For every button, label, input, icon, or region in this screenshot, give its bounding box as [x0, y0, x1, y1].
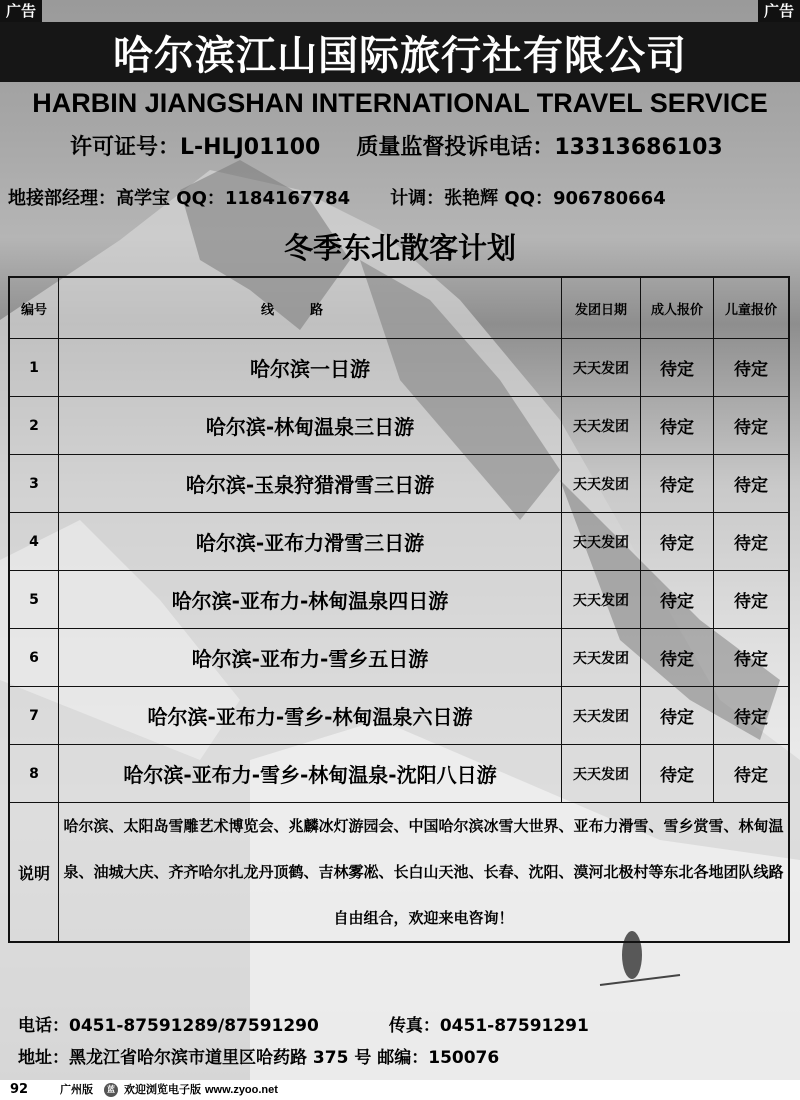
header-date: 发团日期 [562, 277, 641, 339]
header-child-price: 儿童报价 [714, 277, 790, 339]
row-route: 哈尔滨-亚布力-雪乡-林甸温泉-沈阳八日游 [59, 745, 562, 803]
notes-label: 说明 [9, 803, 59, 943]
footer-address: 地址：黑龙江省哈尔滨市道里区哈药路 375 号 邮编：150076 [18, 1048, 500, 1068]
row-child-price: 待定 [714, 571, 790, 629]
ad-label-right: 广告 [758, 0, 800, 22]
table-row [9, 629, 789, 687]
table-row [9, 745, 789, 803]
row-route: 哈尔滨-亚布力滑雪三日游 [59, 513, 562, 571]
complaint-phone: 质量监督投诉电话：13313686103 [356, 135, 723, 160]
welcome-text: 欢迎浏览电子版 [124, 1083, 201, 1096]
license-line [70, 130, 723, 161]
table-row [9, 397, 789, 455]
page-number: 92 [10, 1082, 29, 1097]
row-date: 天天发团 [562, 571, 641, 629]
manager-contact: 地接部经理：高学宝 QQ：1184167784 [8, 188, 351, 209]
row-route: 哈尔滨-玉泉狩猎滑雪三日游 [59, 455, 562, 513]
notes-text: 哈尔滨、太阳岛雪雕艺术博览会、兆麟冰灯游园会、中国哈尔滨冰雪大世界、亚布力滑雪、雪乡赏雪、林甸温泉、油城大庆、齐齐哈尔扎龙丹顶鹤、吉林雾凇、长白山天池、长春、沈阳、漠河北极村等东北各地团队线路自由组合，欢迎来电咨询！ [59, 803, 790, 943]
row-child-price: 待定 [714, 339, 790, 397]
row-num: 5 [9, 571, 59, 629]
row-num: 1 [9, 339, 59, 397]
row-date: 天天发团 [562, 629, 641, 687]
row-num: 7 [9, 687, 59, 745]
row-adult-price: 待定 [641, 687, 714, 745]
row-adult-price: 待定 [641, 455, 714, 513]
table-row [9, 571, 789, 629]
edition-label: 广州版 [60, 1083, 93, 1096]
company-banner [0, 22, 800, 82]
tour-plan-table [8, 276, 790, 943]
row-date: 天天发团 [562, 687, 641, 745]
table-row [9, 687, 789, 745]
table-row [9, 339, 789, 397]
phone-number: 电话：0451-87591289/87591290 [18, 1016, 319, 1036]
row-adult-price: 待定 [641, 629, 714, 687]
row-date: 天天发团 [562, 339, 641, 397]
row-adult-price: 待定 [641, 339, 714, 397]
header-route: 线路 [59, 277, 562, 339]
header-adult-price: 成人报价 [641, 277, 714, 339]
footer-phone-line [18, 1011, 589, 1036]
publication-footer [0, 1080, 800, 1100]
row-num: 8 [9, 745, 59, 803]
row-child-price: 待定 [714, 455, 790, 513]
table-row [9, 455, 789, 513]
table-header-row [9, 277, 789, 339]
ad-label-left: 广告 [0, 0, 42, 22]
row-child-price: 待定 [714, 397, 790, 455]
header-num: 编号 [9, 277, 59, 339]
row-adult-price: 待定 [641, 397, 714, 455]
contacts-line [8, 184, 666, 210]
row-adult-price: 待定 [641, 513, 714, 571]
publication-logo-icon: 蓝 [104, 1083, 118, 1097]
row-date: 天天发团 [562, 745, 641, 803]
row-child-price: 待定 [714, 513, 790, 571]
license-number: 许可证号：L-HLJ01100 [70, 135, 321, 160]
row-num: 4 [9, 513, 59, 571]
company-name-cn: 哈尔滨江山国际旅行社有限公司 [113, 32, 687, 79]
row-date: 天天发团 [562, 397, 641, 455]
row-num: 3 [9, 455, 59, 513]
row-num: 6 [9, 629, 59, 687]
row-route: 哈尔滨一日游 [59, 339, 562, 397]
row-route: 哈尔滨-亚布力-雪乡五日游 [59, 629, 562, 687]
notes-row [9, 803, 789, 943]
website-link[interactable]: www.zyoo.net [205, 1084, 278, 1096]
fax-number: 传真：0451-87591291 [388, 1016, 589, 1036]
company-name-en: HARBIN JIANGSHAN INTERNATIONAL TRAVEL SERVICE [32, 88, 768, 118]
row-route: 哈尔滨-林甸温泉三日游 [59, 397, 562, 455]
row-adult-price: 待定 [641, 745, 714, 803]
row-num: 2 [9, 397, 59, 455]
row-route: 哈尔滨-亚布力-雪乡-林甸温泉六日游 [59, 687, 562, 745]
row-adult-price: 待定 [641, 571, 714, 629]
row-date: 天天发团 [562, 455, 641, 513]
dispatcher-contact: 计调：张艳辉 QQ：906780664 [390, 188, 666, 209]
row-date: 天天发团 [562, 513, 641, 571]
row-route: 哈尔滨-亚布力-林甸温泉四日游 [59, 571, 562, 629]
plan-title: 冬季东北散客计划 [283, 231, 516, 265]
row-child-price: 待定 [714, 629, 790, 687]
row-child-price: 待定 [714, 687, 790, 745]
table-row [9, 513, 789, 571]
row-child-price: 待定 [714, 745, 790, 803]
